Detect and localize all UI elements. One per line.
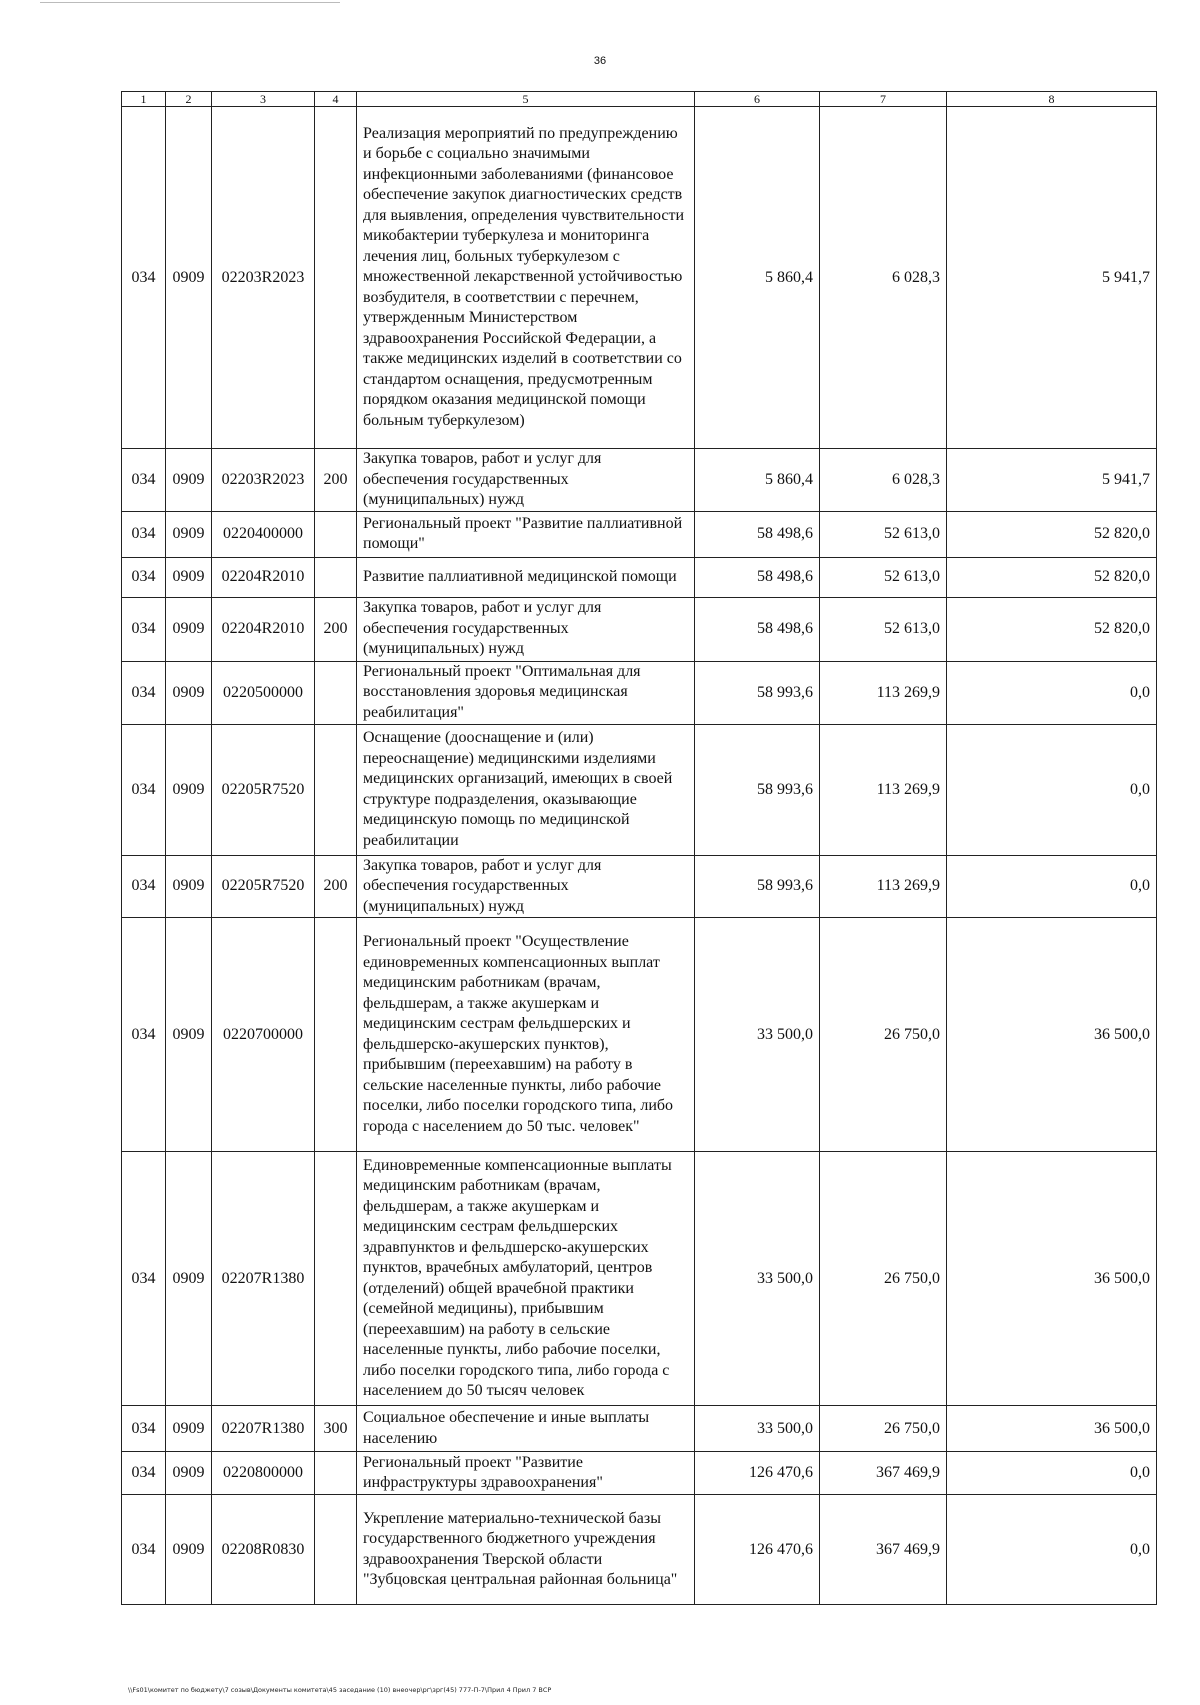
amount-col8: 36 500,0 [947, 1152, 1157, 1406]
ministry-code: 034 [122, 1495, 166, 1605]
ministry-code: 034 [122, 1452, 166, 1495]
section-code: 0909 [166, 107, 212, 449]
section-code: 0909 [166, 855, 212, 918]
amount-col7: 6 028,3 [820, 107, 947, 449]
target-article-code: 02207R1380 [212, 1406, 315, 1452]
expense-type-code [315, 1495, 357, 1605]
amount-col6: 58 993,6 [695, 855, 820, 918]
amount-col7: 113 269,9 [820, 855, 947, 918]
row-description: Региональный проект "Оптимальная для восстановления здоровья медицинская реабилитация" [357, 661, 695, 724]
ministry-code: 034 [122, 1152, 166, 1406]
amount-col6: 33 500,0 [695, 918, 820, 1152]
section-code: 0909 [166, 511, 212, 557]
amount-col7: 113 269,9 [820, 724, 947, 855]
table-row [122, 1452, 1157, 1495]
table-row [122, 511, 1157, 557]
section-code: 0909 [166, 1495, 212, 1605]
column-header: 4 [315, 92, 357, 107]
expense-type-code [315, 661, 357, 724]
budget-table [121, 91, 1157, 1605]
table-row [122, 855, 1157, 918]
expense-type-code [315, 918, 357, 1152]
amount-col6: 58 498,6 [695, 511, 820, 557]
row-description: Социальное обеспечение и иные выплаты населению [357, 1406, 695, 1452]
target-article-code: 0220400000 [212, 511, 315, 557]
amount-col8: 0,0 [947, 1452, 1157, 1495]
amount-col6: 5 860,4 [695, 449, 820, 512]
amount-col8: 5 941,7 [947, 449, 1157, 512]
target-article-code: 02208R0830 [212, 1495, 315, 1605]
table-row [122, 557, 1157, 597]
ministry-code: 034 [122, 661, 166, 724]
amount-col6: 126 470,6 [695, 1495, 820, 1605]
amount-col8: 36 500,0 [947, 1406, 1157, 1452]
row-description: Оснащение (дооснащение и (или) переоснащение) медицинскими изделиями медицинских организаций, имеющих в своей структуре подразделения, оказывающие медицинскую помощь по медицинской реабилитации [357, 724, 695, 855]
column-header: 8 [947, 92, 1157, 107]
ministry-code: 034 [122, 107, 166, 449]
scan-edge-line [40, 2, 340, 3]
amount-col8: 52 820,0 [947, 597, 1157, 661]
table-row [122, 597, 1157, 661]
expense-type-code [315, 1452, 357, 1495]
amount-col6: 5 860,4 [695, 107, 820, 449]
table-row [122, 1406, 1157, 1452]
target-article-code: 02205R7520 [212, 855, 315, 918]
ministry-code: 034 [122, 597, 166, 661]
ministry-code: 034 [122, 511, 166, 557]
section-code: 0909 [166, 449, 212, 512]
ministry-code: 034 [122, 918, 166, 1152]
table-row [122, 1152, 1157, 1406]
expense-type-code [315, 724, 357, 855]
amount-col7: 367 469,9 [820, 1495, 947, 1605]
target-article-code: 02204R2010 [212, 597, 315, 661]
amount-col6: 33 500,0 [695, 1406, 820, 1452]
row-description: Региональный проект "Развитие инфраструктуры здравоохранения" [357, 1452, 695, 1495]
ministry-code: 034 [122, 724, 166, 855]
ministry-code: 034 [122, 557, 166, 597]
row-description: Реализация мероприятий по предупреждению и борьбе с социально значимыми инфекционными заболеваниями (финансовое обеспечение закупок диагностических средств для выявления, определения чувствительности микобактерии туберкулеза и мониторинга лечения лиц, больных туберкулезом с множественной лекарственной устойчивостью возбудителя, в соответствии с перечнем, утвержденным Министерством здравоохранения Российской Федерации, а также медицинских изделий в соответствии со стандартом оснащения, предусмотренным порядком оказания медицинской помощи больным туберкулезом) [357, 107, 695, 449]
section-code: 0909 [166, 1152, 212, 1406]
row-description: Развитие паллиативной медицинской помощи [357, 557, 695, 597]
target-article-code: 02203R2023 [212, 449, 315, 512]
amount-col8: 0,0 [947, 855, 1157, 918]
amount-col8: 52 820,0 [947, 557, 1157, 597]
expense-type-code [315, 107, 357, 449]
target-article-code: 02203R2023 [212, 107, 315, 449]
amount-col7: 26 750,0 [820, 918, 947, 1152]
expense-type-code [315, 1152, 357, 1406]
expense-type-code [315, 557, 357, 597]
column-header: 3 [212, 92, 315, 107]
expense-type-code: 200 [315, 855, 357, 918]
column-header: 7 [820, 92, 947, 107]
amount-col6: 58 993,6 [695, 724, 820, 855]
table-row [122, 918, 1157, 1152]
table-row [122, 724, 1157, 855]
amount-col6: 58 993,6 [695, 661, 820, 724]
column-header: 6 [695, 92, 820, 107]
row-description: Закупка товаров, работ и услуг для обеспечения государственных (муниципальных) нужд [357, 597, 695, 661]
amount-col7: 26 750,0 [820, 1406, 947, 1452]
row-description: Региональный проект "Осуществление единовременных компенсационных выплат медицинским работникам (врачам, фельдшерам, а также акушеркам и медицинским сестрам фельдшерских и фельдшерско-акушерских пунктов), прибывшим (переехавшим) на работу в сельские населенные пункты, либо рабочие поселки, либо поселки городского типа, либо города с населением до 50 тыс. человек" [357, 918, 695, 1152]
row-description: Единовременные компенсационные выплаты медицинским работникам (врачам, фельдшерам, а также акушеркам и медицинским сестрам фельдшерских здравпунктов и фельдшерско-акушерских пунктов, врачебных амбулаторий, центров (отделений) общей врачебной практики (семейной медицины), прибывшим (переехавшим) на работу в сельские населенные пункты, либо рабочие поселки, либо поселки городского типа, либо города с населением до 50 тысяч человек [357, 1152, 695, 1406]
section-code: 0909 [166, 724, 212, 855]
expense-type-code: 300 [315, 1406, 357, 1452]
row-description: Укрепление материально-технической базы государственного бюджетного учреждения здравоохранения Тверской области "Зубцовская центральная районная больница" [357, 1495, 695, 1605]
row-description: Региональный проект "Развитие паллиативной помощи" [357, 511, 695, 557]
amount-col6: 126 470,6 [695, 1452, 820, 1495]
amount-col8: 0,0 [947, 1495, 1157, 1605]
expense-type-code: 200 [315, 597, 357, 661]
table-row [122, 661, 1157, 724]
amount-col7: 52 613,0 [820, 557, 947, 597]
ministry-code: 034 [122, 449, 166, 512]
expense-type-code: 200 [315, 449, 357, 512]
amount-col7: 26 750,0 [820, 1152, 947, 1406]
target-article-code: 0220700000 [212, 918, 315, 1152]
amount-col7: 52 613,0 [820, 597, 947, 661]
table-row [122, 449, 1157, 512]
table-row [122, 1495, 1157, 1605]
amount-col6: 33 500,0 [695, 1152, 820, 1406]
section-code: 0909 [166, 918, 212, 1152]
target-article-code: 02204R2010 [212, 557, 315, 597]
amount-col7: 6 028,3 [820, 449, 947, 512]
section-code: 0909 [166, 661, 212, 724]
column-header: 5 [357, 92, 695, 107]
column-header: 1 [122, 92, 166, 107]
column-number-row [122, 92, 1157, 107]
section-code: 0909 [166, 597, 212, 661]
amount-col8: 36 500,0 [947, 918, 1157, 1152]
amount-col6: 58 498,6 [695, 597, 820, 661]
target-article-code: 02205R7520 [212, 724, 315, 855]
footer-file-path: \\Fs01\комитет по бюджету\7 созыв\Документы комитета\45 заседание (10) внеочер\рг\зрг(45) 777-П-7\Прил 4 Прил 7 ВСР [128, 1686, 552, 1694]
column-header: 2 [166, 92, 212, 107]
ministry-code: 034 [122, 855, 166, 918]
target-article-code: 0220500000 [212, 661, 315, 724]
target-article-code: 0220800000 [212, 1452, 315, 1495]
expense-type-code [315, 511, 357, 557]
amount-col7: 52 613,0 [820, 511, 947, 557]
target-article-code: 02207R1380 [212, 1152, 315, 1406]
row-description: Закупка товаров, работ и услуг для обеспечения государственных (муниципальных) нужд [357, 449, 695, 512]
page-number: 36 [593, 55, 607, 67]
ministry-code: 034 [122, 1406, 166, 1452]
amount-col8: 0,0 [947, 724, 1157, 855]
amount-col7: 367 469,9 [820, 1452, 947, 1495]
amount-col7: 113 269,9 [820, 661, 947, 724]
row-description: Закупка товаров, работ и услуг для обеспечения государственных (муниципальных) нужд [357, 855, 695, 918]
table-row [122, 107, 1157, 449]
amount-col6: 58 498,6 [695, 557, 820, 597]
amount-col8: 5 941,7 [947, 107, 1157, 449]
amount-col8: 0,0 [947, 661, 1157, 724]
section-code: 0909 [166, 1452, 212, 1495]
amount-col8: 52 820,0 [947, 511, 1157, 557]
section-code: 0909 [166, 557, 212, 597]
section-code: 0909 [166, 1406, 212, 1452]
